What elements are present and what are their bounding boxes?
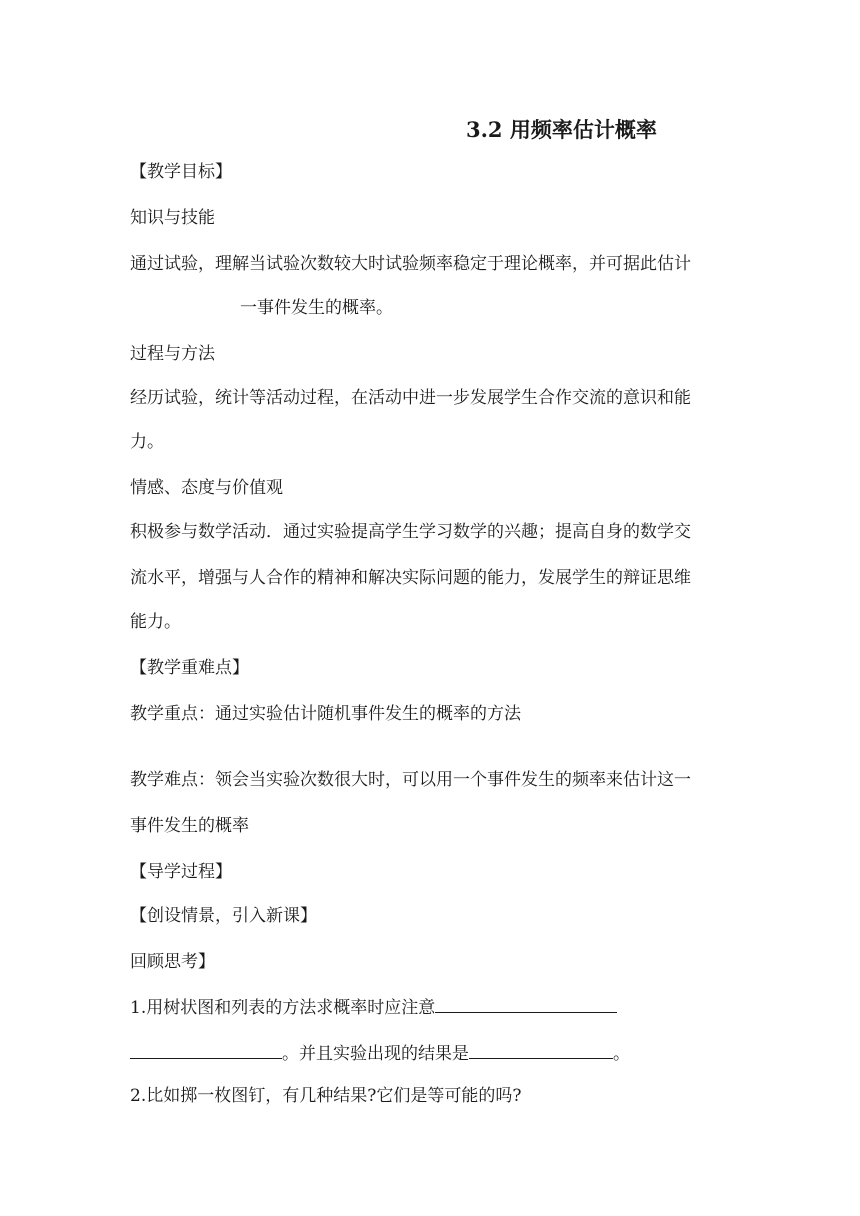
difficulty-text-line-2: 事件发生的概率 <box>130 816 249 836</box>
emotion-heading: 情感、态度与价值观 <box>130 478 283 498</box>
knowledge-text-line-1: 通过试验，理解当试验次数较大时试验频率稳定于理论概率，并可据此估计 <box>130 254 691 274</box>
guide-heading: 【导学过程】 <box>130 862 232 882</box>
question-1-text: 1.用树状图和列表的方法求概率时应注意 <box>130 998 436 1018</box>
page-title: 3.2 用频率估计概率 <box>466 117 657 142</box>
emotion-text-line-2: 流水平，增强与人合作的精神和解决实际问题的能力，发展学生的辩证思维 <box>130 568 691 588</box>
knowledge-text-line-2: 一事件发生的概率。 <box>240 298 393 318</box>
process-text-line-2: 力。 <box>130 432 164 452</box>
review-heading: 回顾思考】 <box>130 952 215 972</box>
process-text-line-1: 经历试验，统计等活动过程，在活动中进一步发展学生合作交流的意识和能 <box>130 388 691 408</box>
answer-blank-3[interactable] <box>469 1040 613 1059</box>
question-1-continuation: 。并且实验出现的结果是 <box>282 1044 469 1064</box>
question-1-line-1 <box>130 994 617 1020</box>
key-point-text: 教学重点：通过实验估计随机事件发生的概率的方法 <box>130 704 521 724</box>
difficulty-text-line-1: 教学难点：领会当实验次数很大时，可以用一个事件发生的频率来估计这一 <box>130 770 691 790</box>
question-1-line-2 <box>130 1040 630 1066</box>
answer-blank-2[interactable] <box>130 1040 282 1059</box>
process-heading: 过程与方法 <box>130 344 215 364</box>
question-2: 2.比如掷一枚图钉，有几种结果?它们是等可能的吗? <box>130 1086 522 1106</box>
knowledge-heading: 知识与技能 <box>130 208 215 228</box>
key-points-heading: 【教学重难点】 <box>130 658 249 678</box>
intro-heading: 【创设情景，引入新课】 <box>130 906 317 926</box>
emotion-text-line-3: 能力。 <box>130 612 181 632</box>
question-1-end: 。 <box>613 1044 630 1064</box>
answer-blank-1[interactable] <box>435 994 617 1013</box>
objectives-heading: 【教学目标】 <box>130 162 232 182</box>
emotion-text-line-1: 积极参与数学活动．通过实验提高学生学习数学的兴趣；提高自身的数学交 <box>130 522 691 542</box>
